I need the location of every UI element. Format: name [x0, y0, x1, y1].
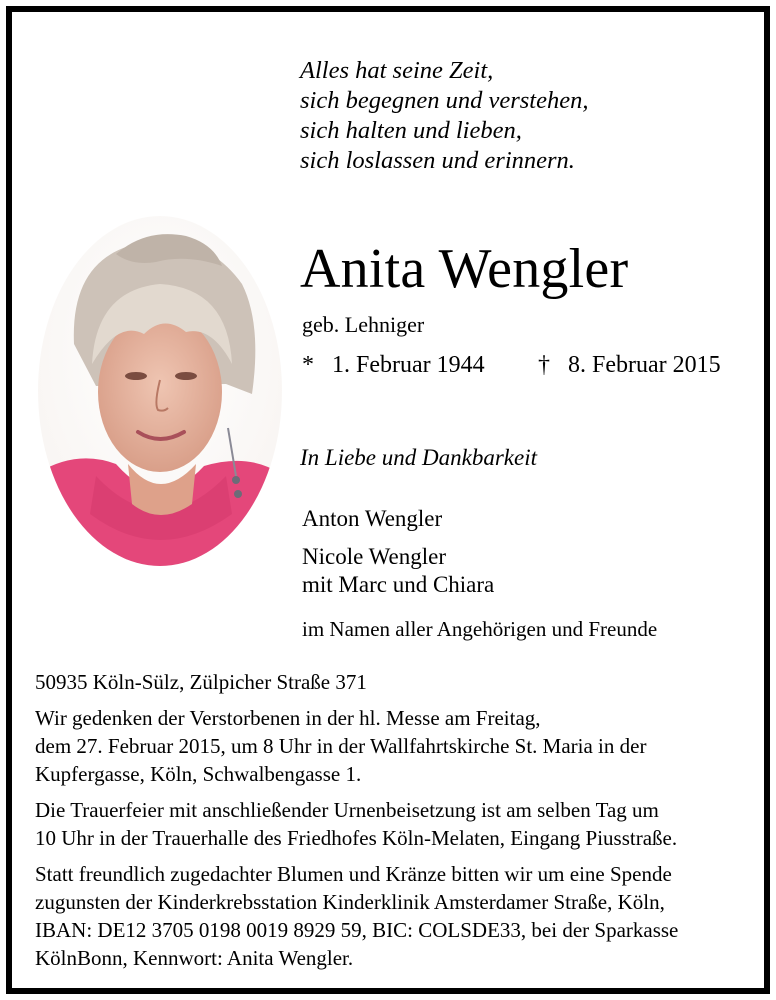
birth-date: 1. Februar 1944	[332, 352, 485, 378]
address: 50935 Köln-Sülz, Zülpicher Straße 371	[35, 670, 367, 694]
deceased-name: Anita Wengler	[300, 238, 629, 300]
poem	[300, 56, 588, 176]
text-line: Kupfergasse, Köln, Schwalbengasse 1.	[35, 762, 362, 786]
death-cross-icon: †	[538, 352, 550, 378]
donation-notice	[35, 860, 755, 972]
text-line: 10 Uhr in der Trauerhalle des Friedhofes Köln-Melaten, Eingang Piusstraße.	[35, 826, 678, 850]
text-line: dem 27. Februar 2015, um 8 Uhr in der Wallfahrtskirche St. Maria in der	[35, 734, 647, 758]
mourner-name: Nicole Wengler	[302, 544, 446, 569]
maiden-name: geb. Lehniger	[302, 312, 425, 337]
text-line: Die Trauerfeier mit anschließender Urnenbeisetzung ist am selben Tag um	[35, 798, 659, 822]
text-line: Wir gedenken der Verstorbenen in der hl. Messe am Freitag,	[35, 706, 541, 730]
birth-star-icon: *	[302, 352, 314, 378]
portrait-photo	[36, 214, 284, 568]
dedication: In Liebe und Dankbarkeit	[300, 445, 537, 470]
mourner-list	[302, 505, 494, 599]
poem-line: sich loslassen und erinnern.	[300, 147, 575, 174]
obituary-card	[6, 6, 770, 994]
death-date: 8. Februar 2015	[568, 352, 721, 378]
text-line: zugunsten der Kinderkrebsstation Kinderklinik Amsterdamer Straße, Köln,	[35, 890, 665, 914]
mourner-name: mit Marc und Chiara	[302, 572, 495, 597]
details-section	[35, 668, 755, 980]
text-line: Statt freundlich zugedachter Blumen und Kränze bitten wir um eine Spende	[35, 862, 672, 886]
text-line: IBAN: DE12 3705 0198 0019 8929 59, BIC: COLSDE33, bei der Sparkasse	[35, 918, 679, 942]
mourner-closing: im Namen aller Angehörigen und Freunde	[302, 617, 658, 641]
birth-date-group	[302, 350, 485, 380]
poem-line: Alles hat seine Zeit,	[300, 57, 494, 84]
funeral-notice	[35, 796, 755, 852]
poem-line: sich begegnen und verstehen,	[300, 87, 589, 114]
mass-notice	[35, 704, 755, 788]
mourner-name: Anton Wengler	[302, 506, 443, 531]
text-line: KölnBonn, Kennwort: Anita Wengler.	[35, 946, 354, 970]
death-date-group	[538, 350, 721, 380]
poem-line: sich halten und lieben,	[300, 117, 522, 144]
